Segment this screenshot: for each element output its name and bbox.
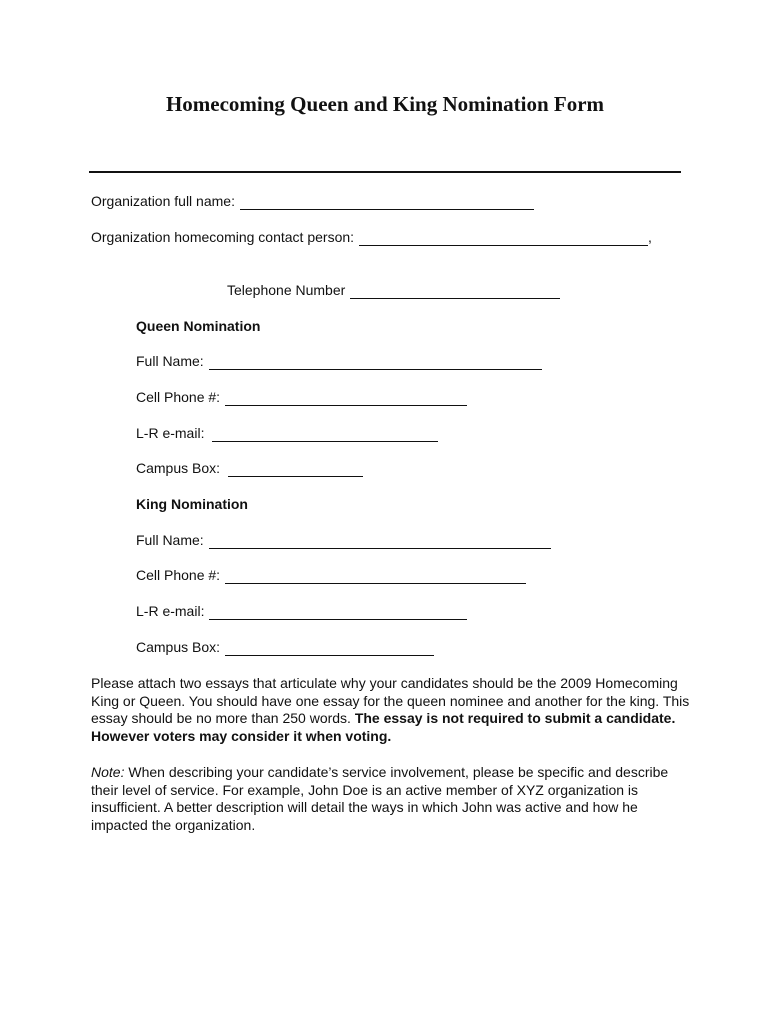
king-full-name-row [136, 532, 551, 549]
queen-email-row [136, 425, 438, 442]
org-name-row [91, 193, 534, 210]
king-campus-box-field[interactable] [225, 642, 434, 656]
queen-email-field[interactable] [212, 428, 438, 442]
org-name-label: Organization full name: [91, 193, 235, 209]
queen-full-name-row [136, 353, 542, 370]
org-contact-field[interactable] [359, 232, 648, 246]
king-email-label: L-R e-mail: [136, 603, 205, 619]
king-email-row [136, 603, 467, 620]
queen-campus-box-row [136, 460, 363, 477]
note-label: Note: [91, 764, 125, 780]
queen-cell-phone-field[interactable] [225, 392, 467, 406]
queen-email-label: L-R e-mail: [136, 425, 205, 441]
org-contact-row [91, 229, 652, 246]
king-heading: King Nomination [136, 496, 248, 512]
queen-cell-phone-label: Cell Phone #: [136, 389, 221, 405]
queen-heading: Queen Nomination [136, 318, 261, 334]
essay-paragraph [91, 675, 691, 745]
essay-bold-text: The essay is not required to submit a candidate. However voters may consider it when voting. [91, 710, 676, 744]
king-cell-phone-row [136, 567, 526, 584]
telephone-row [227, 282, 560, 299]
queen-full-name-label: Full Name: [136, 353, 204, 369]
king-campus-box-label: Campus Box: [136, 639, 221, 655]
king-cell-phone-label: Cell Phone #: [136, 567, 221, 583]
king-email-field[interactable] [209, 606, 467, 620]
form-title: Homecoming Queen and King Nomination Form [165, 92, 605, 116]
king-cell-phone-field[interactable] [225, 570, 526, 584]
queen-full-name-field[interactable] [209, 356, 542, 370]
org-contact-label: Organization homecoming contact person: [91, 229, 355, 245]
queen-cell-phone-row [136, 389, 467, 406]
king-full-name-field[interactable] [209, 535, 551, 549]
note-paragraph [91, 764, 691, 834]
telephone-label: Telephone Number [227, 282, 346, 298]
org-contact-suffix: , [648, 229, 652, 245]
org-name-field[interactable] [240, 196, 534, 210]
title-divider [89, 171, 681, 173]
note-text: When describing your candidate’s service involvement, please be specific and describe their level of service. For example, John Doe is an active member of XYZ organization is insufficient. A better description will detail the ways in which John was active and how he impacted the organization. [91, 764, 669, 833]
queen-campus-box-label: Campus Box: [136, 460, 221, 476]
essay-text: Please attach two essays that articulate why your candidates should be the 2009 Homecoming King or Queen. You should have one essay for the queen nominee and another for the king. This essay should be no more than 250 words. [91, 675, 690, 726]
queen-campus-box-field[interactable] [228, 463, 363, 477]
telephone-field[interactable] [350, 285, 560, 299]
king-campus-box-row [136, 639, 434, 656]
king-full-name-label: Full Name: [136, 532, 204, 548]
